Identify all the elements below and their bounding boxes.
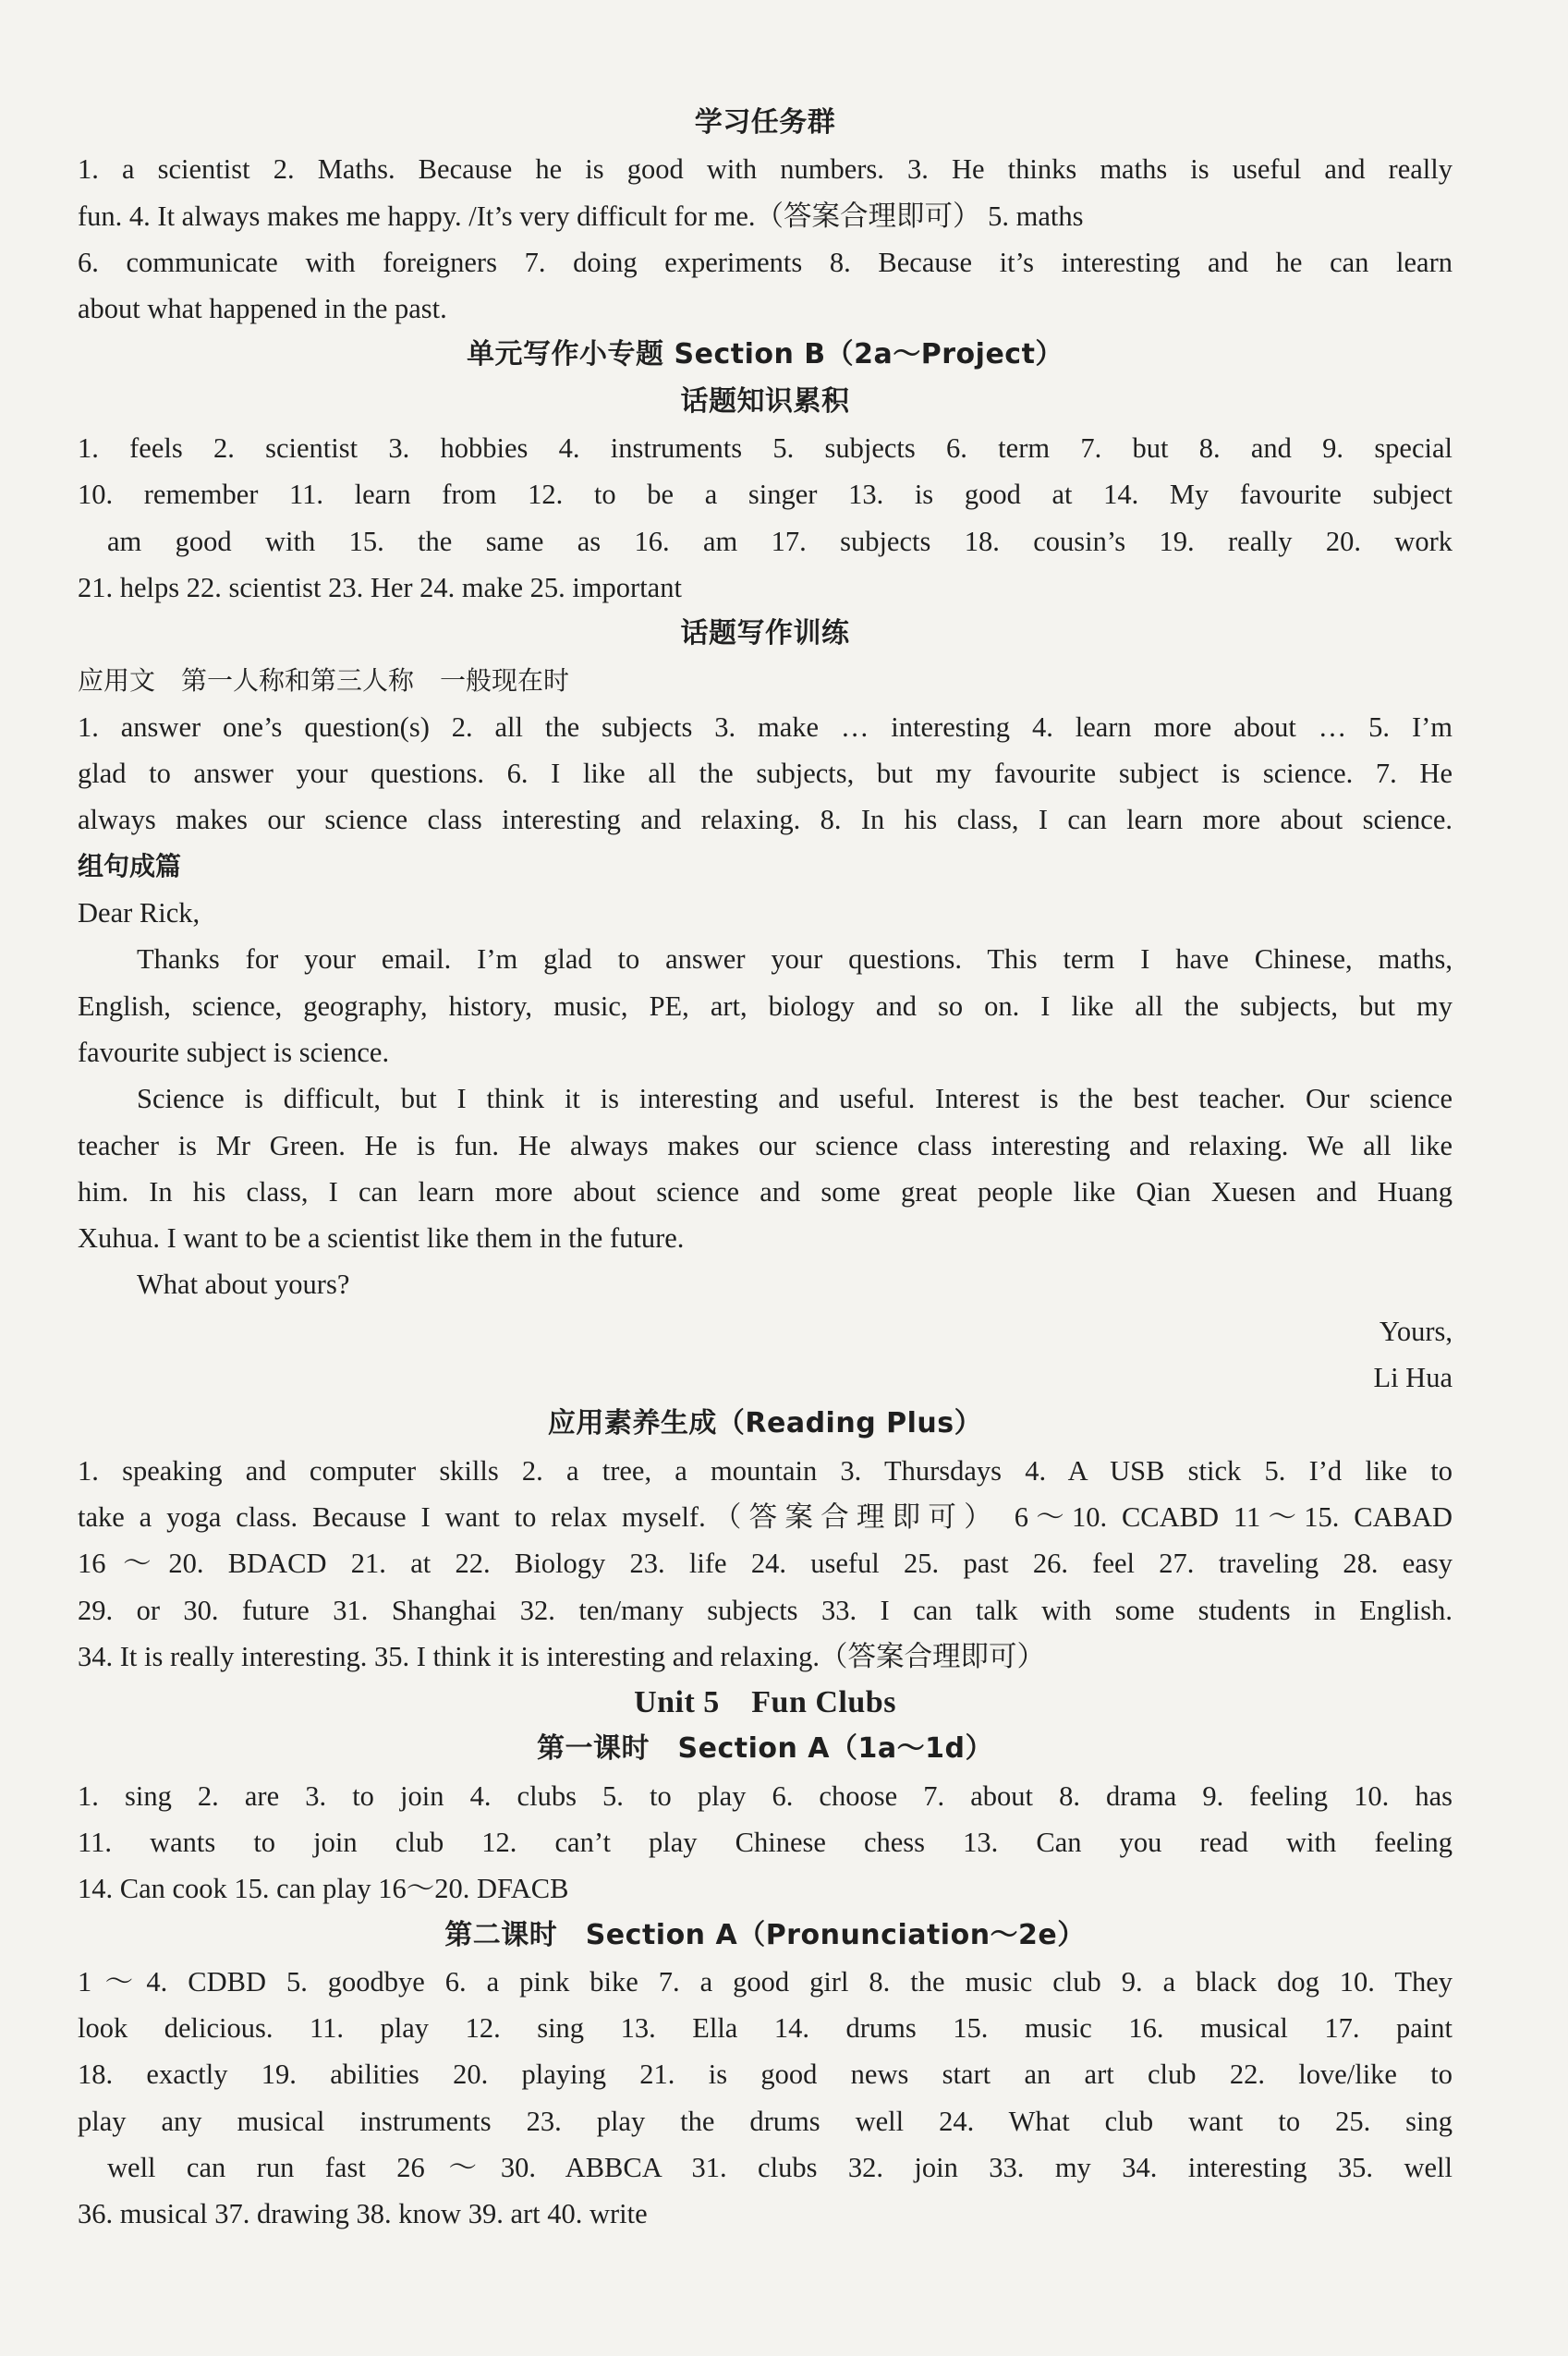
answer-line: look delicious. 11. play 12. sing 13. Ella 14. drums 15. music 16. musical 17. paint — [78, 2012, 1453, 2045]
subheading-writing-practice: 话题写作训练 — [680, 617, 850, 650]
letter-line: teacher is Mr Green. He is fun. He always makes our science class interesting and relaxing. We all like — [78, 1129, 1453, 1161]
letter-line: favourite subject is science. — [78, 1036, 390, 1068]
lesson-heading-2: 第二课时 Section A（Pronunciation～2e） — [444, 1918, 1086, 1951]
answer-line: 34. It is really interesting. 35. I think it is interesting and relaxing.（答案合理即可） — [78, 1640, 1046, 1672]
answer-line: 16～20. BDACD 21. at 22. Biology 23. life 24. useful 25. past 26. feel 27. traveling 28. easy — [78, 1548, 1453, 1580]
letter-line: him. In his class, I can learn more about science and some great people like Qian Xuesen and Huang — [78, 1175, 1453, 1208]
answer-line: 1. sing 2. are 3. to join 4. clubs 5. to play 6. choose 7. about 8. drama 9. feeling 10. has — [78, 1779, 1453, 1812]
answer-line: 1～4. CDBD 5. goodbye 6. a pink bike 7. a good girl 8. the music club 9. a black dog 10. They — [78, 1965, 1453, 1998]
answer-line: 1. answer one’s question(s) 2. all the subjects 3. make … interesting 4. learn more about … 5. I’m — [78, 710, 1453, 743]
answer-line: 21. helps 22. scientist 23. Her 24. make 25. important — [78, 571, 682, 603]
section-heading-writing: 单元写作小专题 Section B（2a～Project） — [467, 338, 1064, 371]
answer-line: am good with 15. the same as 16. am 17. subjects 18. cousin’s 19. really 20. work — [107, 525, 1453, 557]
subheading-practical-writing: 应用文 第一人称和第三人称 一般现在时 — [78, 664, 570, 696]
letter-line: English, science, geography, history, music, PE, art, biology and so on. I like all the subjects, but my — [78, 990, 1453, 1022]
answer-line: play any musical instruments 23. play the drums well 24. What club want to 25. sing — [78, 2105, 1453, 2137]
section-heading-reading-plus: 应用素养生成（Reading Plus） — [547, 1407, 983, 1440]
answer-line: glad to answer your questions. 6. I like all the subjects, but my favourite subject is science. 7. He — [78, 758, 1453, 790]
letter-signature: Li Hua — [1373, 1362, 1453, 1394]
section-heading-learning-tasks: 学习任务群 — [694, 106, 836, 139]
answer-line: about what happened in the past. — [78, 293, 447, 325]
answer-line: 29. or 30. future 31. Shanghai 32. ten/many subjects 33. I can talk with some students in English. — [78, 1594, 1453, 1626]
letter-line: Science is difficult, but I think it is interesting and useful. Interest is the best teacher. Our science — [137, 1083, 1453, 1115]
answer-line: 18. exactly 19. abilities 20. playing 21. is good news start an art club 22. love/like to — [78, 2058, 1453, 2091]
subheading-compose-passage: 组句成篇 — [78, 850, 182, 881]
answer-line: 11. wants to join club 12. can’t play Chinese chess 13. Can you read with feeling — [78, 1826, 1453, 1858]
letter-greeting: Dear Rick, — [78, 897, 201, 929]
answer-line: 1. feels 2. scientist 3. hobbies 4. instruments 5. subjects 6. term 7. but 8. and 9. special — [78, 432, 1453, 465]
letter-line: Thanks for your email. I’m glad to answer your questions. This term I have Chinese, maths, — [137, 943, 1453, 976]
answer-line: always makes our science class interesting and relaxing. 8. In his class, I can learn more about science. — [78, 804, 1453, 836]
letter-line: What about yours? — [137, 1269, 350, 1301]
subheading-topic-knowledge: 话题知识累积 — [680, 384, 850, 418]
letter-line: Xuhua. I want to be a scientist like them in the future. — [78, 1222, 685, 1255]
answer-line: take a yoga class. Because I want to relax myself.（答案合理即可） 6～10. CCABD 11～15. CABAD — [78, 1500, 1453, 1533]
answer-line: 36. musical 37. drawing 38. know 39. art 40. write — [78, 2198, 648, 2230]
lesson-heading-1: 第一课时 Section A（1a～1d） — [537, 1732, 993, 1766]
answer-line: 1. a scientist 2. Maths. Because he is good with numbers. 3. He thinks maths is useful and really — [78, 153, 1453, 186]
answer-line: fun. 4. It always makes me happy. /It’s very difficult for me.（答案合理即可） 5. maths — [78, 200, 1084, 232]
unit-title: Unit 5 Fun Clubs — [634, 1685, 896, 1720]
answer-line: 6. communicate with foreigners 7. doing experiments 8. Because it’s interesting and he can learn — [78, 246, 1453, 278]
answer-line: well can run fast 26～30. ABBCA 31. clubs 32. join 33. my 34. interesting 35. well — [107, 2152, 1453, 2184]
answer-line: 10. remember 11. learn from 12. to be a singer 13. is good at 14. My favourite subject — [78, 479, 1453, 511]
answer-line: 1. speaking and computer skills 2. a tree, a mountain 3. Thursdays 4. A USB stick 5. I’d like to — [78, 1454, 1453, 1487]
letter-closing: Yours, — [1379, 1315, 1453, 1347]
answer-line: 14. Can cook 15. can play 16～20. DFACB — [78, 1873, 569, 1905]
